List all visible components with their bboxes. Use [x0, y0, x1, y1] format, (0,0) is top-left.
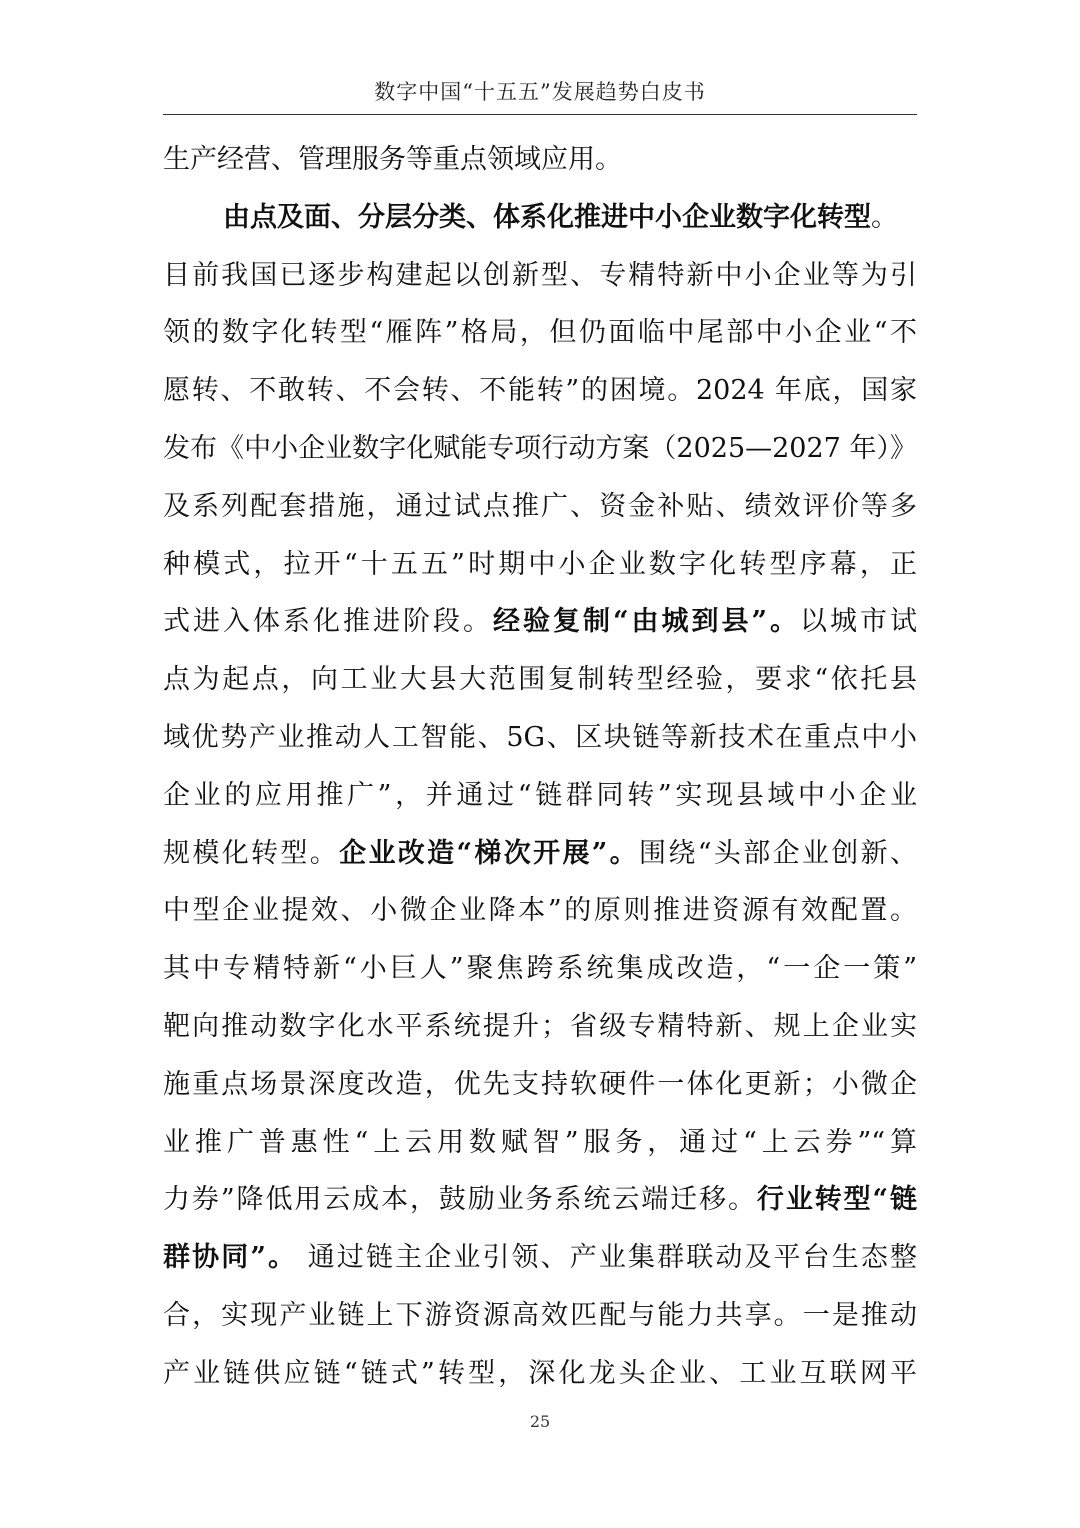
text-run: 领的数字化转型“雁阵”格局，但仍面临中尾部中小企业“不: [163, 317, 917, 349]
text-run: 企业的应用推广”，并通过“链群同转”实现县域中小企业: [163, 779, 917, 811]
text-line: [163, 1287, 917, 1345]
text-run: 其中专精特新“小巨人”聚焦跨系统集成改造，“一企一策”: [163, 953, 917, 985]
text-line: [163, 420, 917, 478]
text-line: [163, 1171, 917, 1229]
text-run: 点为起点，向工业大县大范围复制转型经验，要求“依托县: [163, 664, 917, 696]
text-run: 目前我国已逐步构建起以创新型、专精特新中小企业等为引: [163, 259, 917, 291]
text-line: [163, 825, 917, 883]
text-run: 业推广普惠性“上云用数赋智”服务，通过“上云券”“算: [163, 1126, 917, 1158]
text-run: 围绕“头部企业创新、: [639, 837, 917, 869]
text-line: [163, 478, 917, 536]
text-line: [163, 131, 917, 189]
text-run: 靶向推动数字化水平系统提升；省级专精特新、规上企业实: [163, 1010, 917, 1042]
page-header: [163, 74, 917, 115]
text-run: 生产经营、管理服务等重点领域应用。: [163, 144, 622, 175]
text-line: [163, 940, 917, 998]
text-line: [163, 536, 917, 594]
text-line: [163, 767, 917, 825]
bold-heading-run: 行业转型“链: [756, 1184, 917, 1216]
bold-heading-run: 企业改造“梯次开展”。: [339, 837, 640, 869]
text-line: [163, 1345, 917, 1403]
text-run: 合，实现产业链上下游资源高效匹配与能力共享。一是推动: [163, 1299, 917, 1331]
text-run: 中型企业提效、小微企业降本”的原则推进资源有效配置。: [163, 895, 917, 927]
text-run: 产业链供应链“链式”转型，深化龙头企业、工业互联网平: [163, 1357, 917, 1389]
text-line: [163, 593, 917, 651]
text-run: 域优势产业推动人工智能、5G、区块链等新技术在重点中小: [163, 721, 917, 753]
text-run: 种模式，拉开“十五五”时期中小企业数字化转型序幕，正: [163, 548, 917, 580]
text-line: [163, 709, 917, 767]
text-line: [163, 1056, 917, 1114]
bold-heading-run: 由点及面、分层分类、体系化推进中小企业数字化转型: [223, 201, 871, 233]
text-run: 施重点场景深度改造，优先支持软硬件一体化更新；小微企: [163, 1068, 917, 1100]
text-run: 以城市试: [800, 606, 917, 638]
text-line: [163, 1114, 917, 1172]
bold-heading-run: 经验复制“由城到县”。: [492, 606, 801, 638]
text-run: 。: [871, 201, 898, 233]
text-run: 愿转、不敢转、不会转、不能转”的困境。2024 年底，国家: [163, 375, 917, 407]
page-number: 25: [529, 1412, 551, 1431]
text-line: [163, 247, 917, 305]
text-line: [163, 1229, 917, 1287]
text-run: 通过链主企业引领、产业集群联动及平台生态整: [297, 1242, 917, 1274]
text-run: 及系列配套措施，通过试点推广、资金补贴、绩效评价等多: [163, 490, 917, 522]
text-line: [163, 304, 917, 362]
text-run: 力券”降低用云成本，鼓励业务系统云端迁移。: [163, 1184, 757, 1216]
header-title: 数字中国“十五五”发展趋势白皮书: [374, 80, 706, 104]
bold-heading-run: 群协同”。: [163, 1242, 298, 1274]
text-line: [163, 651, 917, 709]
body-text: [163, 131, 917, 1403]
text-run: 式进入体系化推进阶段。: [163, 606, 493, 638]
text-run: 发布《中小企业数字化赋能专项行动方案（2025—2027 年）》: [163, 432, 917, 464]
text-line: [163, 998, 917, 1056]
text-line: [163, 189, 917, 247]
text-line: [163, 362, 917, 420]
text-line: [163, 882, 917, 940]
text-run: 规模化转型。: [163, 837, 340, 869]
